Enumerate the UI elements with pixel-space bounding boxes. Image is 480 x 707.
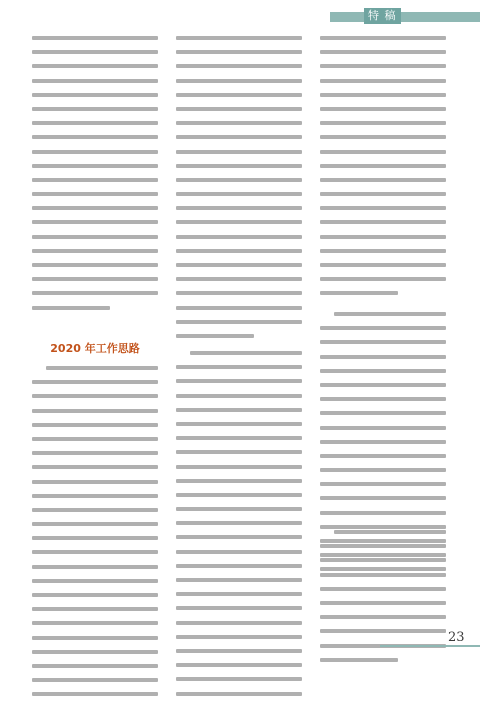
paragraph-block	[32, 36, 158, 320]
paragraph-block	[32, 366, 158, 707]
section-heading: 2020 年工作思路	[50, 342, 140, 355]
header-section-tag: 特 稿	[364, 8, 401, 24]
paragraph-block	[320, 36, 446, 306]
header-band	[330, 12, 480, 22]
paragraph-block	[176, 36, 302, 348]
footer-rule	[380, 645, 480, 647]
paragraph-block	[176, 351, 302, 706]
page-number: 23	[448, 630, 465, 645]
page-header	[0, 0, 480, 30]
